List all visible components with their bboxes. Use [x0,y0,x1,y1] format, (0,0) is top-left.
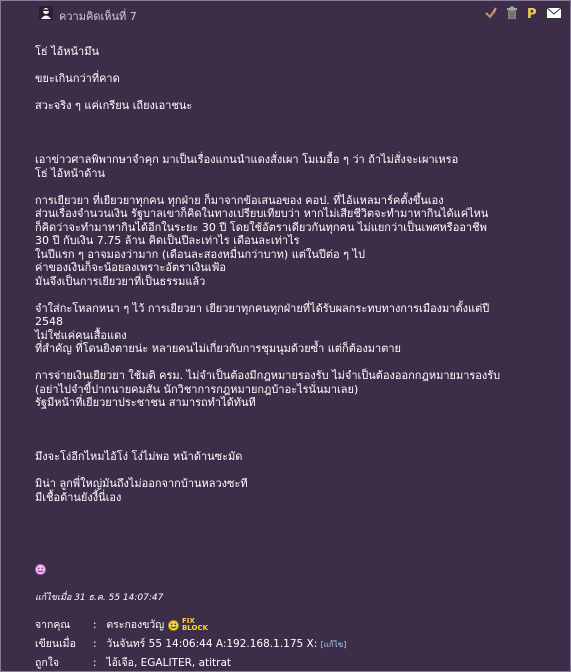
body-spacer [35,59,555,73]
body-spacer [35,126,555,140]
body-spacer [35,410,555,424]
body-line: มีเชื้อด้านยังงี้นี่เอง [35,490,122,504]
meta-written: เขียนเมื่อ : วันจันทร์ 55 14:06:44 A:192.168.1.175 X: [แก้ไข] [35,635,346,652]
body-line: 30 ปี กับเงิน 7.75 ล้าน คิดเป็นปีละเท่าไร เดือนละเท่าไร [35,234,300,247]
body-line: จำใส่กะโหลกหนา ๆ ไว้ การเยียวยา เยียวยาทุกคนทุกฝ่ายที่ได้รับผลกระทบทางการเมืองมาตั้งแต่ปี [35,301,490,315]
post-actions [483,5,562,21]
p-icon[interactable] [525,5,541,21]
body-spacer [35,437,555,451]
body-line: มิน่า ลูกพี่ใหญ่มันถึงไม่ออกจากบ้านหลวงซะที [35,477,248,490]
body-line: (อย่าไปจำขี้ปากนายคมสัน นักวิชาการกฎหมายกฎบ้าอะไรนั่นมาเลย) [35,382,359,396]
body-spacer [35,356,555,370]
body-line: การจ่ายเงินเยียวยา ใช้มติ ครม. ไม่จำเป็นต้องมีกฎหมายรองรับ ไม่จำเป็นต้องออกกฎหมายมารองรับ [35,369,501,382]
body-line: โธ่ ไอ้หน้าด้าน [35,166,106,180]
post-title: ความคิดเห็นที่ 7 [59,10,137,23]
post-body [35,45,555,504]
body-line: โธ่ ไอ้หน้ามึน [35,45,99,58]
body-line: การเยียวยา ที่เยียวยาทุกคน ทุกฝ่าย ก็มาจากข้อเสนอของ คอป. ที่ไอ้แหลมาร์คตั้งขึ้นเอง [35,193,444,207]
meta-written-key: เขียนเมื่อ [35,638,76,650]
meta-from-value[interactable]: ตระกองขวัญ [106,619,165,631]
meta-written-value: วันจันทร์ 55 14:06:44 A:192.168.1.175 X: [106,638,318,650]
body-spacer [35,113,555,127]
body-line: 2548 [35,315,63,328]
svg-text:P: P [527,7,537,20]
smiley-icon [35,564,46,575]
meta-from-key: จากคุณ [35,619,71,631]
meta-from: จากคุณ : ตระกองขวัญ FIX BLOCK [35,617,209,632]
post-titlebar [7,5,564,23]
meta-likes: ถูกใจ : ไอ้เจือ, EGALITER, atitrat [35,654,231,671]
body-spacer [35,86,555,100]
body-line: ไม่ใช่แค่คนเสื้อแดง [35,328,127,342]
body-line: ที่สำคัญ ที่โดนยิงตายน่ะ หลายคนไม่เกี่ยวกับการชุมนุมด้วยซ้ำ แต่ก็ต้องมาตาย [35,342,402,355]
body-line: มันจึงเป็นการเยียวยาที่เป็นธรรมแล้ว [35,274,206,288]
trash-icon[interactable] [504,5,520,21]
body-spacer [35,140,555,154]
body-spacer [35,464,555,478]
body-line: ก็คิดว่าจะทำมาหากินได้อีกในระยะ 30 ปี โดยใช้อัตราเดียวกันทุกคน ไม่แยกว่าเป็นเพศหรืออาชีพ [35,220,487,234]
fix-block-badge: FIX BLOCK [181,617,209,632]
body-line: มึงจะโง่อีกไหมไอ้โง่ โง่ไม่พอ หน้าด้านซะมัด [35,450,243,463]
ip-edit-button[interactable]: [แก้ไข] [320,640,347,649]
check-icon[interactable] [483,5,499,21]
body-line: ค่าของเงินก็จะน้อยลงเพราะอัตราเงินเฟ้อ [35,261,227,274]
fix-smiley-icon [168,619,182,631]
body-spacer [35,288,555,302]
body-line: ขยะเกินกว่าที่คาด [35,72,120,85]
user-avatar-icon [39,6,53,20]
edited-timestamp: แก้ไขเมื่อ 31 ธ.ค. 55 14:07:47 [35,593,164,603]
body-spacer [35,180,555,194]
body-line: เอาข่าวศาลพิพากษาจำคุก มาเป็นเรื่องแกนนำแดงสั่งเผา โมเมอื้อ ๆ ว่า ถ้าไม่สั่งจะเผาเหรอ [35,153,459,166]
body-line: รัฐมีหน้าที่เยียวยาประชาชน สามารถทำได้ทันที [35,396,256,409]
body-line: ส่วนเรื่องจำนวนเงิน รัฐบาลเขาก็คิดในทางเปรียบเทียบว่า หากไม่เสียชีวิตจะทำมาหากินได้แค่ไหน [35,207,489,220]
meta-likes-value[interactable]: ไอ้เจือ, EGALITER, atitrat [106,657,232,669]
body-spacer [35,423,555,437]
meta-likes-key: ถูกใจ [35,657,59,669]
mail-icon[interactable] [546,5,562,21]
body-line: สวะจริง ๆ แค่เกรียน เถียงเอาชนะ [35,99,193,112]
body-line: ในปีแรก ๆ อาจมองว่ามาก (เดือนละสองหมื่นกว่าบาท) แต่ในปีต่อ ๆ ไป [35,247,365,261]
